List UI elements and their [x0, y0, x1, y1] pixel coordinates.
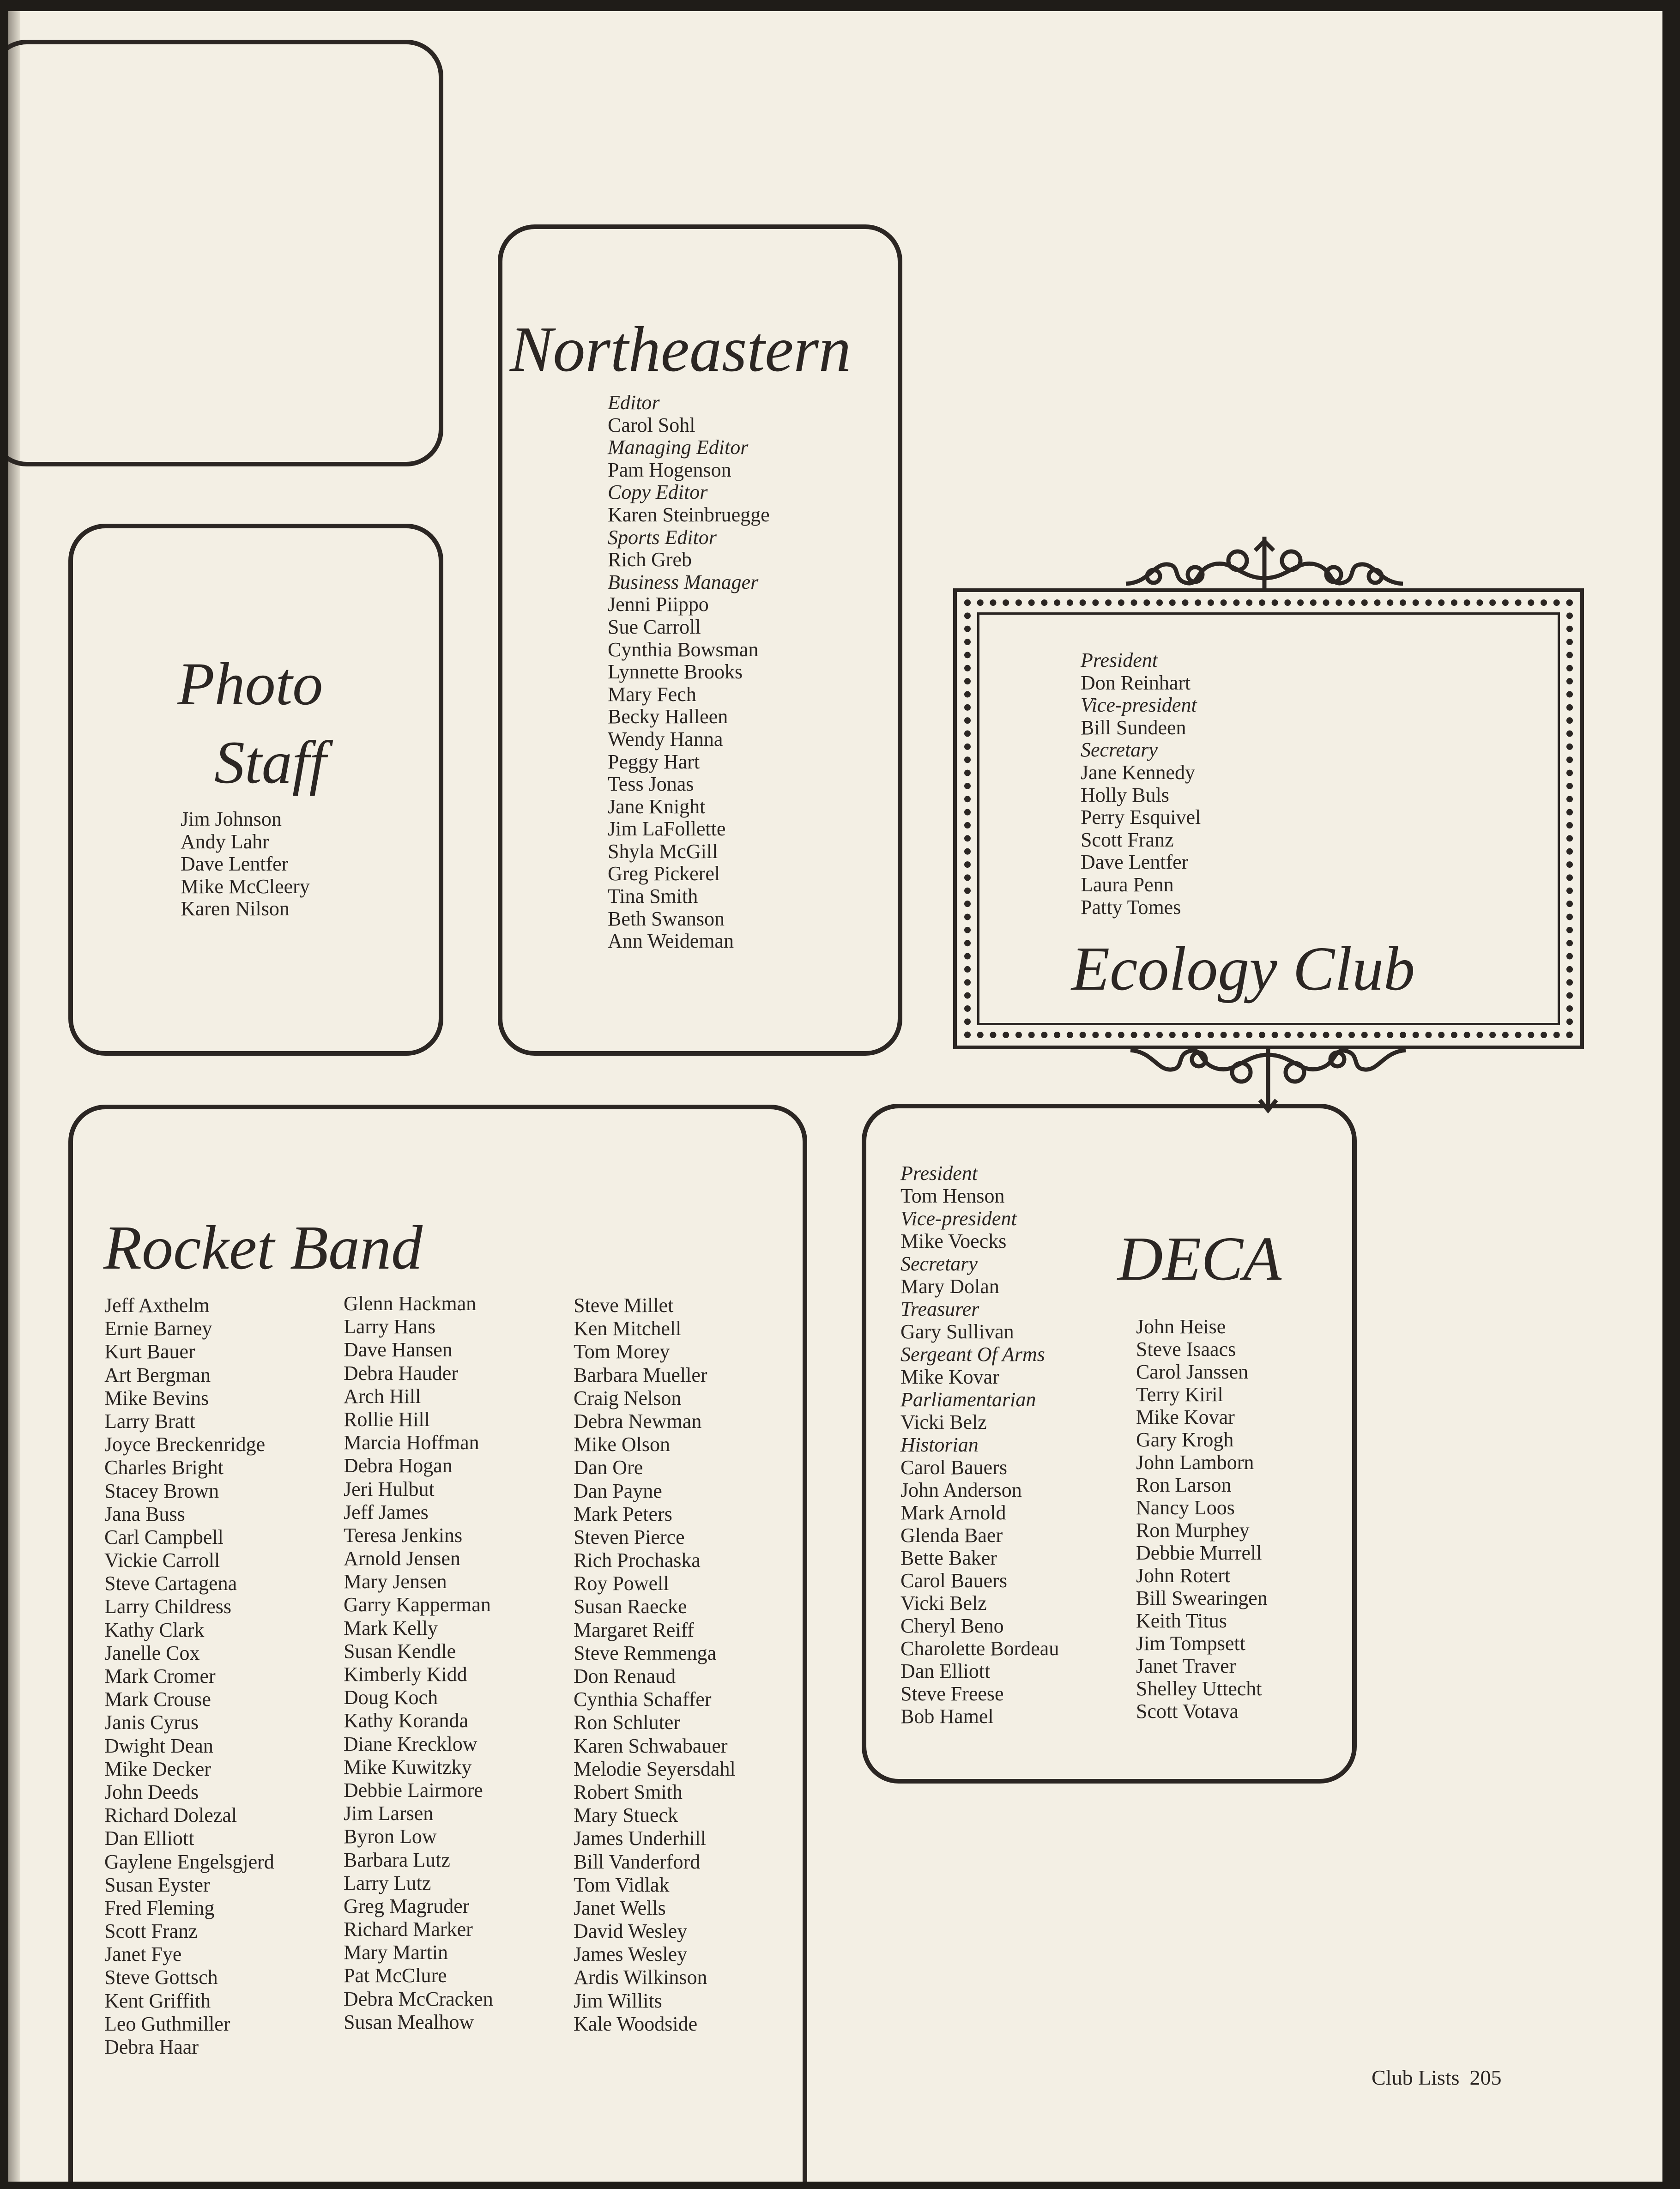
member-name: Becky Halleen — [608, 705, 728, 728]
member-name: Nancy Loos — [1136, 1496, 1235, 1519]
deca-officers-and-members — [900, 1162, 1059, 1728]
member-name: Scott Votava — [1136, 1700, 1239, 1723]
member-name: Carol Bauers — [900, 1569, 1007, 1592]
member-name: Marcia Hoffman — [344, 1431, 479, 1454]
member-name: Debra Haar — [104, 2036, 199, 2058]
deca-title: DECA — [1118, 1224, 1282, 1294]
member-name: Glenn Hackman — [344, 1292, 477, 1315]
member-name: Tom Henson — [900, 1185, 1005, 1207]
member-name: Bill Vanderford — [574, 1850, 701, 1873]
role-title: Vice-president — [1081, 694, 1197, 717]
page-number: 205 — [1469, 2066, 1502, 2089]
member-name: Fred Fleming — [104, 1896, 215, 1919]
member-name: Terry Kiril — [1136, 1383, 1223, 1406]
member-name: Pam Hogenson — [608, 458, 731, 481]
member-name: Garry Kapperman — [344, 1593, 491, 1616]
footer-section-label: Club Lists — [1372, 2066, 1460, 2089]
member-name: Steve Gottsch — [104, 1966, 218, 1989]
role-title: President — [900, 1162, 978, 1185]
member-name: Don Renaud — [574, 1665, 676, 1687]
member-name: Dan Elliott — [900, 1660, 991, 1682]
member-name: Dave Lentfer — [181, 853, 289, 876]
member-name: Scott Franz — [1081, 828, 1174, 851]
member-name: Diane Krecklow — [344, 1732, 477, 1755]
member-name: Mike Kuwitzky — [344, 1755, 472, 1778]
member-name: Debra Hogan — [344, 1454, 453, 1477]
member-name: Doug Koch — [344, 1686, 438, 1709]
member-name: Mike Kovar — [900, 1366, 999, 1388]
role-title: Parliamentarian — [900, 1388, 1036, 1411]
role-title: Business Manager — [608, 570, 759, 593]
member-name: Susan Kendle — [344, 1639, 456, 1663]
member-name: Mike McCleery — [181, 875, 310, 898]
member-name: Ann Weideman — [608, 930, 734, 953]
member-name: Mark Peters — [574, 1502, 672, 1525]
member-name: Janet Wells — [574, 1896, 666, 1919]
member-name: Greg Magruder — [344, 1894, 470, 1917]
member-name: Steve Cartagena — [104, 1572, 237, 1595]
member-name: Jim Johnson — [181, 808, 282, 830]
member-name: Jim Willits — [574, 1989, 662, 2012]
role-title: Copy Editor — [608, 481, 708, 504]
member-name: Craig Nelson — [574, 1386, 682, 1409]
role-title: Sports Editor — [608, 526, 717, 549]
member-name: Beth Swanson — [608, 907, 725, 930]
rocket-band-title: Rocket Band — [103, 1213, 423, 1282]
member-name: Kathy Clark — [104, 1618, 205, 1641]
rocket-band-column-1 — [104, 1294, 274, 2059]
ecology-club-title: Ecology Club — [1071, 934, 1415, 1004]
member-name: Larry Lutz — [344, 1871, 431, 1894]
member-name: Jim Larsen — [344, 1802, 434, 1825]
member-name: Debra Newman — [574, 1409, 702, 1433]
member-name: Robert Smith — [574, 1780, 683, 1803]
photo-staff-members — [181, 808, 310, 920]
member-name: Shelley Uttecht — [1136, 1677, 1262, 1700]
member-name: Gaylene Engelsgjerd — [104, 1850, 274, 1873]
member-name: Mary Stueck — [574, 1804, 678, 1827]
member-name: Susan Raecke — [574, 1595, 687, 1618]
member-name: Debbie Murrell — [1136, 1542, 1262, 1564]
member-name: Teresa Jenkins — [344, 1524, 463, 1547]
member-name: James Underhill — [574, 1827, 707, 1850]
member-name: Debra Hauder — [344, 1361, 458, 1385]
member-name: Andy Lahr — [181, 830, 269, 853]
member-name: Steven Pierce — [574, 1525, 685, 1548]
member-name: Melodie Seyersdahl — [574, 1757, 736, 1780]
member-name: Janis Cyrus — [104, 1711, 199, 1734]
role-title: Sergeant Of Arms — [900, 1343, 1045, 1366]
member-name: Perry Esquivel — [1081, 806, 1201, 829]
member-name: Janet Fye — [104, 1943, 182, 1966]
rocket-band-column-3 — [574, 1294, 736, 2036]
member-name: Dan Ore — [574, 1456, 643, 1479]
member-name: Jeff James — [344, 1500, 429, 1524]
member-name: John Lamborn — [1136, 1451, 1254, 1474]
member-name: Ron Larson — [1136, 1474, 1232, 1496]
member-name: Ardis Wilkinson — [574, 1966, 707, 1989]
member-name: Jane Knight — [608, 795, 706, 818]
member-name: Gary Krogh — [1136, 1428, 1234, 1451]
member-name: Holly Buls — [1081, 783, 1169, 806]
member-name: Dwight Dean — [104, 1734, 213, 1757]
member-name: Ron Schluter — [574, 1711, 680, 1734]
member-name: Larry Hans — [344, 1315, 436, 1338]
member-name: Art Bergman — [104, 1363, 211, 1386]
member-name: Jana Buss — [104, 1502, 185, 1525]
member-name: Kale Woodside — [574, 2012, 698, 2035]
member-name: Cheryl Beno — [900, 1615, 1004, 1637]
member-name: Arch Hill — [344, 1385, 421, 1408]
member-name: Mark Arnold — [900, 1501, 1006, 1524]
member-name: Larry Bratt — [104, 1409, 195, 1433]
member-name: Debra McCracken — [344, 1987, 493, 2010]
member-name: Carol Janssen — [1136, 1361, 1249, 1383]
member-name: Roy Powell — [574, 1572, 669, 1595]
rocket-band-column-2 — [344, 1292, 493, 2034]
member-name: Mary Fech — [608, 683, 696, 706]
member-name: David Wesley — [574, 1920, 688, 1943]
member-name: Dan Elliott — [104, 1827, 194, 1850]
member-name: Pat McClure — [344, 1964, 447, 1987]
member-name: Ken Mitchell — [574, 1317, 682, 1340]
member-name: Carol Bauers — [900, 1456, 1007, 1479]
member-name: Joyce Breckenridge — [104, 1433, 266, 1456]
role-title: Secretary — [1081, 738, 1158, 762]
member-name: Karen Schwabauer — [574, 1734, 728, 1757]
member-name: Arnold Jensen — [344, 1547, 460, 1570]
member-name: Cynthia Bowsman — [608, 638, 759, 661]
yearbook-page — [8, 11, 1662, 2182]
member-name: Glenda Baer — [900, 1524, 1003, 1547]
member-name: Patty Tomes — [1081, 895, 1181, 919]
role-title: Vice-president — [900, 1207, 1017, 1230]
member-name: Bill Swearingen — [1136, 1587, 1268, 1609]
member-name: Mary Dolan — [900, 1275, 999, 1298]
empty-frame-top-left — [8, 40, 443, 466]
member-name: Mike Voecks — [900, 1230, 1007, 1252]
member-name: Scott Franz — [104, 1920, 198, 1943]
member-name: John Heise — [1136, 1315, 1226, 1338]
member-name: Vicki Belz — [900, 1592, 987, 1615]
member-name: Mark Crouse — [104, 1688, 211, 1711]
member-name: Janet Traver — [1136, 1655, 1236, 1677]
member-name: Jim Tompsett — [1136, 1632, 1245, 1655]
member-name: Charolette Bordeau — [900, 1637, 1059, 1660]
member-name: Kent Griffith — [104, 1989, 211, 2012]
member-name: Mike Bevins — [104, 1386, 209, 1409]
role-title: Editor — [608, 391, 660, 414]
member-name: Bill Sundeen — [1081, 716, 1186, 739]
member-name: Jane Kennedy — [1081, 761, 1196, 784]
member-name: Steve Freese — [900, 1682, 1004, 1705]
member-name: Ron Murphey — [1136, 1519, 1250, 1542]
member-name: Debbie Lairmore — [344, 1778, 483, 1802]
member-name: Gary Sullivan — [900, 1320, 1014, 1343]
member-name: Barbara Lutz — [344, 1848, 450, 1871]
page-footer — [1372, 2065, 1501, 2090]
member-name: Laura Penn — [1081, 873, 1174, 896]
member-name: Larry Childress — [104, 1595, 231, 1618]
member-name: Stacey Brown — [104, 1479, 219, 1502]
member-name: Jim LaFollette — [608, 817, 726, 841]
member-name: Mike Decker — [104, 1757, 211, 1780]
member-name: Mary Martin — [344, 1941, 448, 1964]
member-name: Wendy Hanna — [608, 727, 723, 750]
northeastern-staff-list — [608, 392, 770, 953]
member-name: Carol Sohl — [608, 413, 695, 436]
member-name: Rollie Hill — [344, 1408, 430, 1431]
deca-members-continued — [1136, 1315, 1268, 1723]
member-name: Susan Mealhow — [344, 2010, 474, 2033]
member-name: Mark Kelly — [344, 1616, 438, 1639]
role-title: Historian — [900, 1433, 979, 1456]
member-name: Vicki Belz — [900, 1411, 987, 1433]
member-name: Steve Isaacs — [1136, 1338, 1236, 1361]
member-name: John Deeds — [104, 1780, 199, 1803]
member-name: Leo Guthmiller — [104, 2012, 230, 2035]
member-name: Carl Campbell — [104, 1525, 224, 1548]
member-name: Lynnette Brooks — [608, 660, 743, 683]
member-name: Bette Baker — [900, 1547, 997, 1569]
member-name: Mary Jensen — [344, 1570, 447, 1593]
photo-staff-title-line2: Staff — [214, 728, 326, 796]
member-name: Charles Bright — [104, 1456, 224, 1479]
member-name: Peggy Hart — [608, 750, 700, 773]
member-name: Steve Remmenga — [574, 1641, 717, 1664]
member-name: Vickie Carroll — [104, 1549, 220, 1572]
member-name: Karen Nilson — [181, 897, 290, 920]
member-name: Tina Smith — [608, 885, 698, 908]
member-name: Steve Millet — [574, 1294, 674, 1317]
role-title: Secretary — [900, 1252, 978, 1275]
role-title: Managing Editor — [608, 436, 749, 459]
member-name: John Anderson — [900, 1479, 1022, 1501]
member-name: Jenni Piippo — [608, 593, 709, 616]
member-name: Byron Low — [344, 1825, 437, 1848]
member-name: Karen Steinbruegge — [608, 503, 770, 526]
member-name: Kathy Koranda — [344, 1709, 469, 1732]
member-name: Richard Marker — [344, 1918, 473, 1941]
photo-staff-title-line1: Photo — [177, 650, 323, 718]
member-name: Margaret Reiff — [574, 1618, 695, 1641]
member-name: Mark Cromer — [104, 1665, 216, 1687]
member-name: Barbara Mueller — [574, 1363, 707, 1386]
member-name: Dave Hansen — [344, 1338, 453, 1361]
northeastern-title: Northeastern — [510, 314, 851, 385]
member-name: Susan Eyster — [104, 1873, 210, 1896]
member-name: James Wesley — [574, 1943, 688, 1966]
member-name: Mike Olson — [574, 1433, 670, 1456]
member-name: Keith Titus — [1136, 1609, 1227, 1632]
member-name: Bob Hamel — [900, 1705, 994, 1728]
member-name: Shyla McGill — [608, 840, 718, 863]
member-name: Janelle Cox — [104, 1641, 200, 1664]
member-name: Jeff Axthelm — [104, 1294, 210, 1317]
member-name: Tom Morey — [574, 1340, 670, 1363]
member-name: Mike Kovar — [1136, 1406, 1235, 1428]
member-name: Jeri Hulbut — [344, 1477, 435, 1500]
member-name: Dave Lentfer — [1081, 851, 1189, 874]
ecology-club-top-ornament — [1117, 532, 1412, 592]
member-name: Tess Jonas — [608, 773, 694, 796]
member-name: Richard Dolezal — [104, 1804, 237, 1827]
member-name: Don Reinhart — [1081, 671, 1191, 694]
member-name: Sue Carroll — [608, 615, 701, 638]
member-name: Tom Vidlak — [574, 1873, 670, 1896]
member-name: Dan Payne — [574, 1479, 662, 1502]
member-name: John Rotert — [1136, 1564, 1231, 1587]
role-title: Treasurer — [900, 1298, 979, 1320]
member-name: Greg Pickerel — [608, 862, 720, 885]
member-name: Rich Greb — [608, 548, 692, 571]
ecology-club-roster — [1081, 649, 1201, 919]
member-name: Kimberly Kidd — [344, 1663, 467, 1686]
member-name: Cynthia Schaffer — [574, 1688, 712, 1711]
member-name: Kurt Bauer — [104, 1340, 195, 1363]
member-name: Ernie Barney — [104, 1317, 212, 1340]
role-title: President — [1081, 649, 1158, 671]
member-name: Rich Prochaska — [574, 1549, 701, 1572]
